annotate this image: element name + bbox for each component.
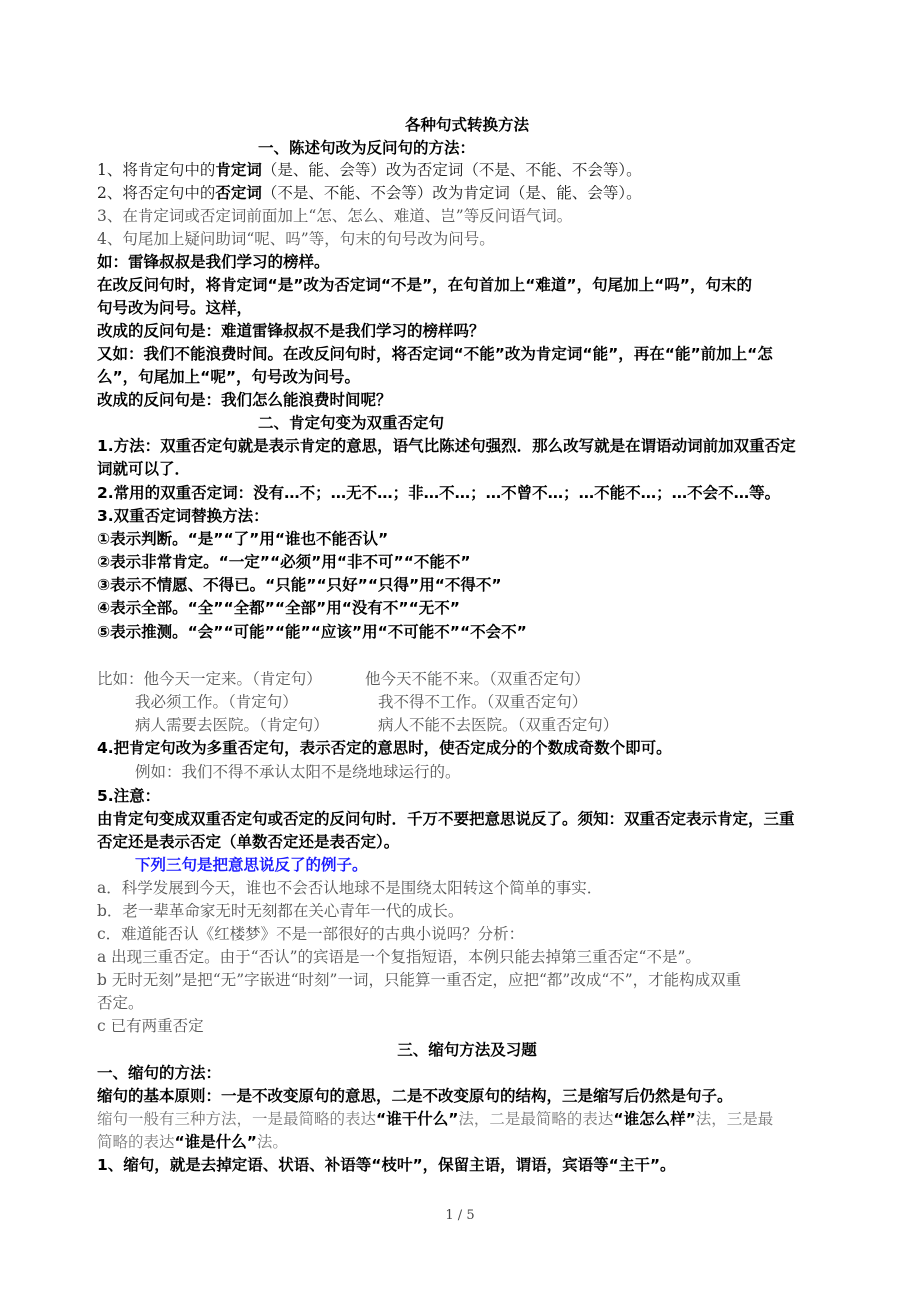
paragraph: 4、句尾加上疑问助词“呢、吗”等，句末的句号改为问号。 (97, 230, 495, 248)
text: 简略的表达 (97, 1133, 175, 1151)
text: 1、将肯定句中的 (97, 161, 216, 179)
paragraph: 又如：我们不能浪费时间。在改反问句时，将否定词“不能”改为肯定词“能”，再在“能”前加上“怎 (97, 345, 773, 363)
example-right: 他今天不能不来。（双重否定句） (365, 670, 590, 688)
paragraph: 改成的反问句是：我们怎么能浪费时间呢？ (97, 391, 392, 409)
paragraph: 否定。 (97, 994, 144, 1012)
section-heading: 二、肯定句变为双重否定句 (258, 414, 445, 432)
bold-text: 否定词 (215, 184, 262, 202)
paragraph: 由肯定句变成双重否定句或否定的反问句时．千万不要把意思说反了。须知：双重否定表示肯定，三重 (97, 810, 795, 828)
example-right: 我不得不工作。（双重否定句） (378, 693, 588, 711)
text: （是、能、会等）改为否定词（不是、不能、不会等）。 (261, 161, 642, 179)
paragraph: 1、缩句，就是去掉定语、状语、补语等“枝叶”，保留主语，谓语，宾语等“主干”。 (97, 1156, 676, 1174)
paragraph (97, 1108, 773, 1130)
bold-text: “谁是什么” (174, 1133, 257, 1151)
paragraph (97, 182, 642, 204)
example-left: 我必须工作。（肯定句） (135, 693, 298, 711)
example-right: 病人不能不去医院。（双重否定句） (378, 716, 619, 734)
paragraph: 缩句的基本原则：一是不改变原句的意思，二是不改变原句的结构，三是缩写后仍然是句子。 (97, 1087, 733, 1105)
example-left: 病人需要去医院。（肯定句） (135, 716, 329, 734)
rule-item: ③表示不情愿、不得已。“只能”“只好”“只得”用“不得不” (97, 576, 502, 594)
rule-item: ⑤表示推测。“会”“可能”“能”“应该”用“不可能不”“不会不” (97, 623, 527, 641)
paragraph: 否定还是表示否定（单数否定还是表否定）。 (97, 833, 400, 851)
text: 法，三是最 (695, 1110, 774, 1128)
paragraph (97, 1131, 288, 1153)
rule-item: ①表示判断。“是”“了”用“谁也不能否认” (97, 530, 389, 548)
text: 缩句一般有三种方法，一是最简略的表达 (97, 1110, 377, 1128)
text: 法。 (256, 1133, 288, 1151)
paragraph: 句号改为问号。这样， (97, 299, 253, 317)
paragraph: 例如：我们不得不承认太阳不是绕地球运行的。 (135, 763, 461, 781)
bold-text: 肯定词 (215, 161, 262, 179)
paragraph: 1.方法：双重否定句就是表示肯定的意思，语气比陈述句强烈．那么改写就是在谓语动词前加双重否定 (97, 437, 796, 455)
paragraph: 一、缩句的方法： (97, 1064, 222, 1082)
paragraph: 3.双重否定词替换方法： (97, 507, 269, 525)
paragraph: c．难道能否认《红楼梦》不是一部很好的古典小说吗？分析： (97, 925, 525, 943)
paragraph: 改成的反问句是：难道雷锋叔叔不是我们学习的榜样吗？ (97, 322, 485, 340)
paragraph: b 无时无刻”是把“无”字嵌进“时刻”一词，只能算一重否定，应把“都”改成“不”，才能构成双重 (97, 971, 742, 989)
text: （不是、不能、不会等）改为肯定词（是、能、会等）。 (261, 184, 642, 202)
paragraph: a．科学发展到今天，谁也不会否认地球不是围绕太阳转这个简单的事实． (97, 879, 603, 897)
paragraph: a 出现三重否定。由于“否认”的宾语是一个复指短语，本例只能去掉第三重否定“不是”。 (97, 948, 701, 966)
paragraph: 4.把肯定句改为多重否定句，表示否定的意思时，使否定成分的个数成奇数个即可。 (97, 739, 672, 757)
paragraph: 如：雷锋叔叔是我们学习的榜样。 (97, 253, 330, 271)
paragraph: c 已有两重否定 (97, 1017, 204, 1035)
paragraph: 词就可以了． (97, 460, 191, 478)
highlight-text: 下列三句是把意思说反了的例子。 (135, 856, 368, 874)
text: 2、将否定句中的 (97, 184, 216, 202)
bold-text: “谁怎么样” (613, 1110, 696, 1128)
rule-item: ④表示全部。“全”“全都”“全部”用“没有不”“无不” (97, 599, 460, 617)
rule-item: ②表示非常肯定。“一定”“必须”用“非不可”“不能不” (97, 553, 471, 571)
paragraph: 2.常用的双重否定词：没有…不；…无不…；非…不…；…不曾不…；…不能不…；…不会不…等。 (97, 484, 781, 502)
paragraph: 5.注意： (97, 787, 161, 805)
page-number: 1 / 5 (445, 1208, 475, 1223)
section-heading: 三、缩句方法及习题 (397, 1041, 537, 1059)
bold-text: “谁干什么” (376, 1110, 459, 1128)
section-heading: 一、陈述句改为反问句的方法： (258, 139, 476, 157)
document-title: 各种句式转换方法 (404, 116, 529, 134)
paragraph: 么”，句尾加上“呢”，句号改为问号。 (97, 368, 361, 386)
paragraph: 3、在肯定词或否定词前面加上“怎、怎么、难道、岂”等反问语气词。 (97, 207, 573, 225)
text: 法，二是最简略的表达 (458, 1110, 614, 1128)
paragraph: b．老一辈革命家无时无刻都在关心青年一代的成长。 (97, 902, 464, 920)
example-left: 比如：他今天一定来。（肯定句） (97, 670, 322, 688)
paragraph (97, 159, 642, 181)
paragraph: 在改反问句时，将肯定词“是”改为否定词“不是”，在句首加上“难道”，句尾加上“吗”，句末的 (97, 276, 752, 294)
